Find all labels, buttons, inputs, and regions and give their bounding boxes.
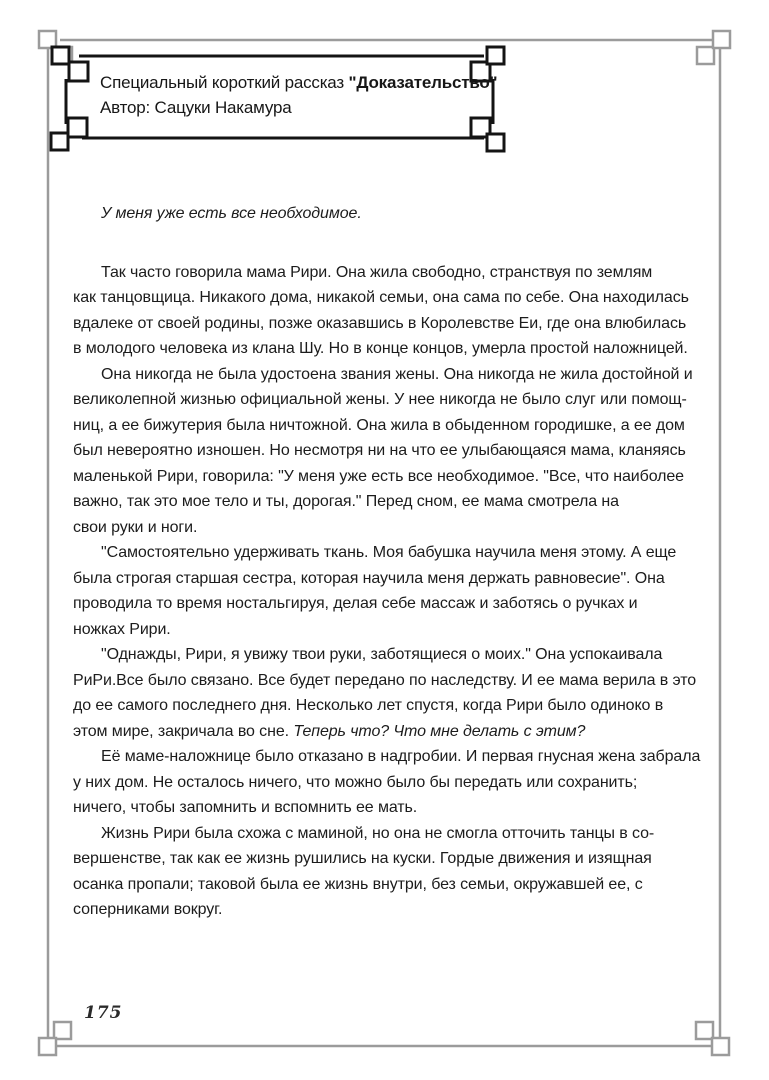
paragraph xyxy=(73,821,721,923)
text-line: до ее самого последнего дня. Несколько лет спустя, когда Рири было одиноко в xyxy=(73,697,664,714)
text-line: "Самостоятельно удерживать ткань. Моя бабушка научила меня этому. А еще xyxy=(101,544,677,561)
text-line: соперниками вокруг. xyxy=(73,901,223,918)
text-line: проводила то время ностальгируя, делая себе массаж и заботясь о ручках и xyxy=(73,595,638,612)
text-line: важно, так это мое тело и ты, дорогая." Перед сном, ее мама смотрела на xyxy=(73,493,619,510)
story-title-prefix: Специальный короткий рассказ xyxy=(100,73,349,92)
opener-gap xyxy=(73,227,721,260)
text-line: маленькой Рири, говорила: "У меня уже есть все необходимое. "Все, что наиболее xyxy=(73,467,684,485)
page-number: 175 xyxy=(84,1003,123,1023)
text-line: Жизнь Рири была схожа с маминой, но она не смогла отточить танцы в со- xyxy=(101,824,655,842)
text-line: осанка пропали; таковой была ее жизнь внутри, без семьи, окружавшей ее, с xyxy=(73,875,643,893)
paragraph xyxy=(73,744,721,821)
paragraph xyxy=(73,362,721,541)
text-line: "Однажды, Рири, я увижу твои руки, заботящиеся о моих." Она успокаивала xyxy=(101,646,663,663)
paragraph xyxy=(73,260,721,362)
paragraph xyxy=(73,642,721,744)
story-title xyxy=(100,70,497,95)
italic-text: Теперь что? Что мне делать с этим? xyxy=(293,722,586,740)
story-title-name: "Доказательство" xyxy=(348,73,498,92)
text-line: был невероятно изношен. Но несмотря ни на что ее улыбающаяся мама, кланяясь xyxy=(73,442,686,459)
text-line: великолепной жизнью официальной жены. У нее никогда не было слуг или помощ- xyxy=(73,391,687,408)
text-line: ножках Рири. xyxy=(73,620,171,638)
body-text xyxy=(73,201,721,923)
text-line: Её маме-наложнице было отказано в надгробии. И первая гнусная жена забрала xyxy=(101,748,701,765)
title-block xyxy=(100,70,497,120)
text-line: в молодого человека из клана Шу. Но в конце концов, умерла простой наложницей. xyxy=(73,340,688,357)
text-line: свои руки и ноги. xyxy=(73,518,198,536)
text-line: ничего, чтобы запомнить и вспомнить ее мать. xyxy=(73,799,418,816)
plain-text: этом мире, закричала во сне. xyxy=(73,722,294,740)
text-line: как танцовщица. Никакого дома, никакой семьи, она сама по себе. Она находилась xyxy=(73,289,689,306)
text-line: РиРи.Все было связано. Все будет передано по наследству. И ее мама верила в это xyxy=(73,671,697,689)
author-line: Автор: Сацуки Накамура xyxy=(100,98,292,117)
text-line: у них дом. Не осталось ничего, что можно было бы передать или сохранить; xyxy=(73,773,638,791)
text-line: вершенстве, так как ее жизнь рушились на куски. Гордые движения и изящная xyxy=(73,850,652,867)
text-line xyxy=(73,719,721,745)
text-line: вдалеке от своей родины, позже оказавшись в Королевстве Еи, где она влюбилась xyxy=(73,314,687,332)
opener-line: У меня уже есть все необходимое. xyxy=(101,205,362,222)
text-line: Она никогда не была удостоена звания жены. Она никогда не жила достойной и xyxy=(101,365,693,383)
text-line: была строгая старшая сестра, которая научила меня держать равновесие". Она xyxy=(73,569,665,587)
paragraph xyxy=(73,540,721,642)
text-line: Так часто говорила мама Рири. Она жила свободно, странствуя по землям xyxy=(101,263,653,281)
text-line: ниц, а ее бижутерия была ничтожной. Она жила в обыденном городишке, а ее дом xyxy=(73,416,685,434)
